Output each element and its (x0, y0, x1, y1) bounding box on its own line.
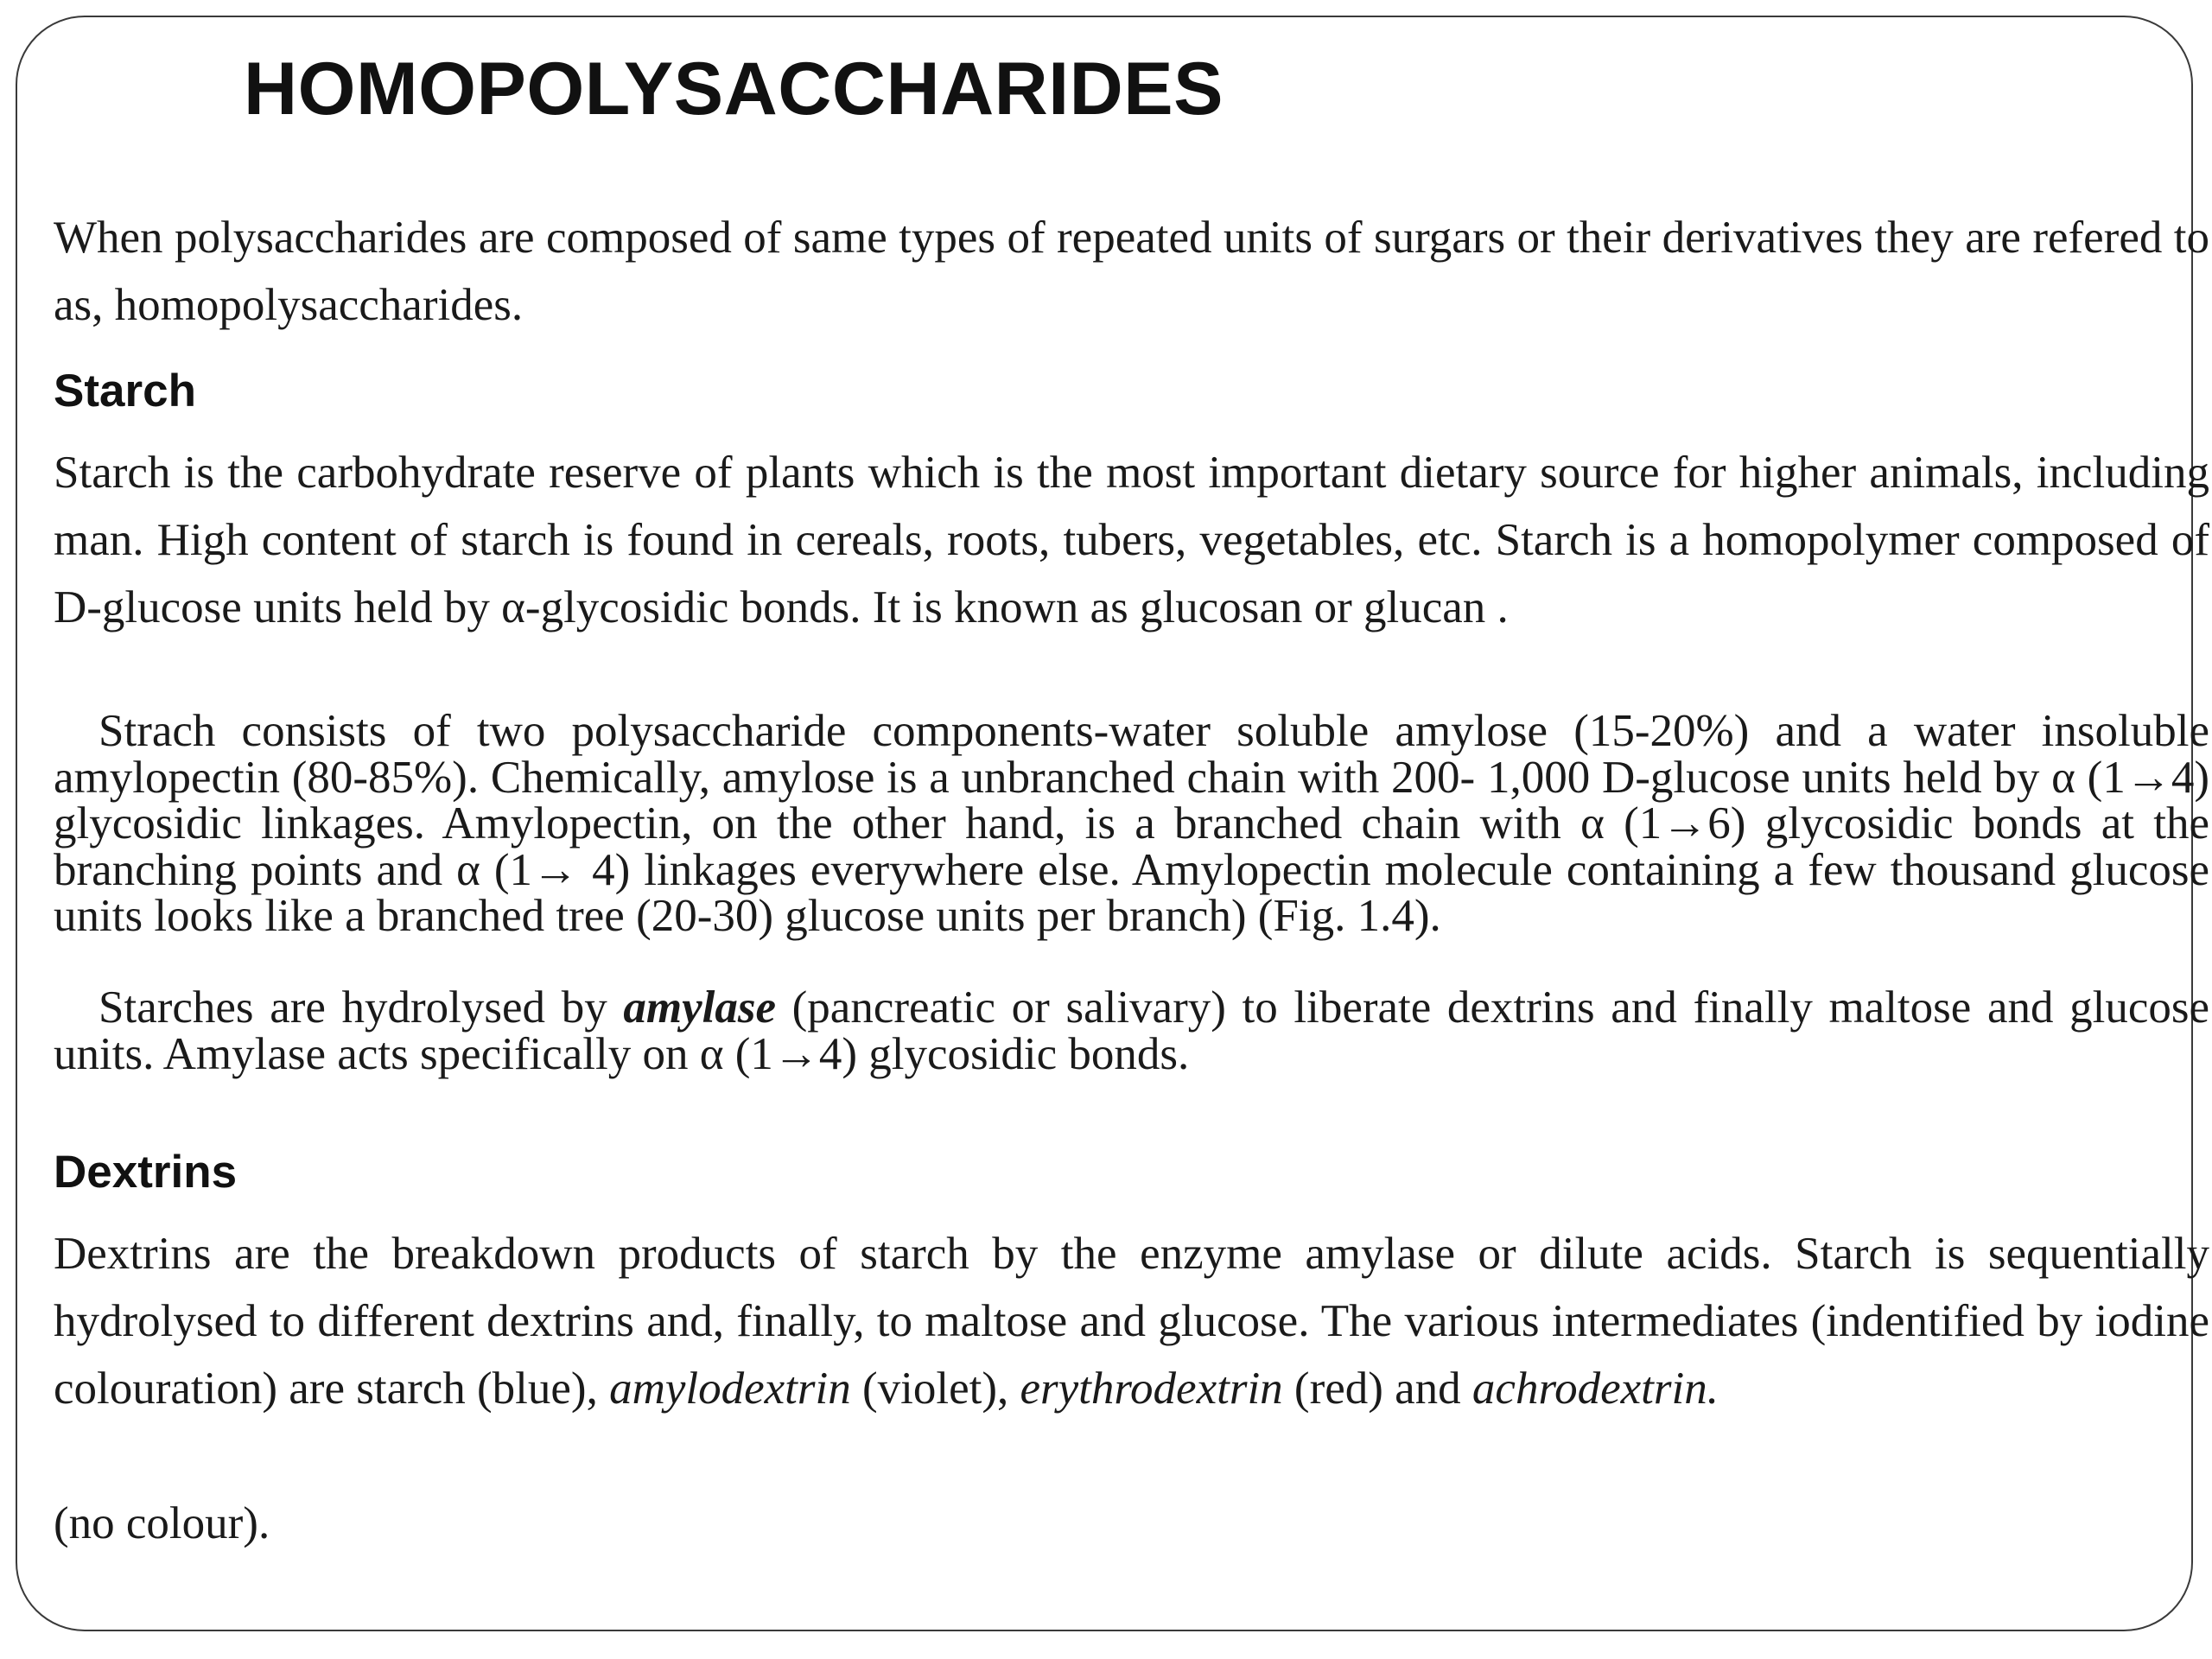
dextrins-paragraph-1 (54, 1220, 2209, 1422)
dextrins-p1-text-a: Dextrins are the breakdown products of starch by the enzyme amylase or dilute acids. Starch is sequentially hydrolysed to different dextrins and, finally, to maltose and glucose. The various intermediates (indentified by iodine colouration) are starch (blue), (54, 1229, 2209, 1414)
starch-p3-text-a: Starches are hydrolysed by (99, 982, 607, 1033)
achrodextrin-term: achrodextrin. (1471, 1363, 1719, 1414)
amylase-term: amylase (623, 982, 776, 1033)
dextrins-paragraph-2: (no colour). (54, 1498, 270, 1548)
starch-p3-text-b: (pancreatic or salivary) to liberate dextrins and finally maltose and glucose units. Amylase acts specifically on α (1→4) glycosidic bonds. (54, 982, 2210, 1079)
starch-paragraph-2: Strach consists of two polysaccharide components-water soluble amylose (15-20%) and a water insoluble amylopectin (80-85%). Chemically, amylose is a unbranched chain with 200- 1,000 D-glucose units held by α (1→4) glycosidic linkages. Amylopectin, on the other hand, is a branched chain with α (1→6) glycosidic bonds at the branching points and α (1→ 4) linkages everywhere else. Amylopectin molecule containing a few thousand glucose units looks like a branched tree (20-30) glucose units per branch) (Fig. 1.4). (54, 706, 2209, 941)
erythrodextrin-term: erythrodextrin (1020, 1363, 1283, 1414)
dextrins-p1-text-c: (red) and (1294, 1363, 1461, 1414)
starch-paragraph-1: Starch is the carbohydrate reserve of plants which is the most important dietary source for higher animals, including man. High content of starch is found in cereals, roots, tubers, vegetables, etc. Starch is a homopolymer composed of D-glucose units held by α-glycosidic bonds. It is known as glucosan or glucan . (54, 448, 2209, 632)
amylodextrin-term: amylodextrin (609, 1363, 851, 1414)
page-title: HOMOPOLYSACCHARIDES (244, 48, 1224, 130)
starch-paragraph-3 (54, 982, 2210, 1079)
starch-heading: Starch (54, 365, 196, 416)
dextrins-p1-text-b: (violet), (861, 1363, 1009, 1414)
intro-paragraph: When polysaccharides are composed of same types of repeated units of surgars or their derivatives they are refered to as, homopolysaccharides. (54, 213, 2209, 330)
dextrins-heading: Dextrins (54, 1147, 238, 1198)
